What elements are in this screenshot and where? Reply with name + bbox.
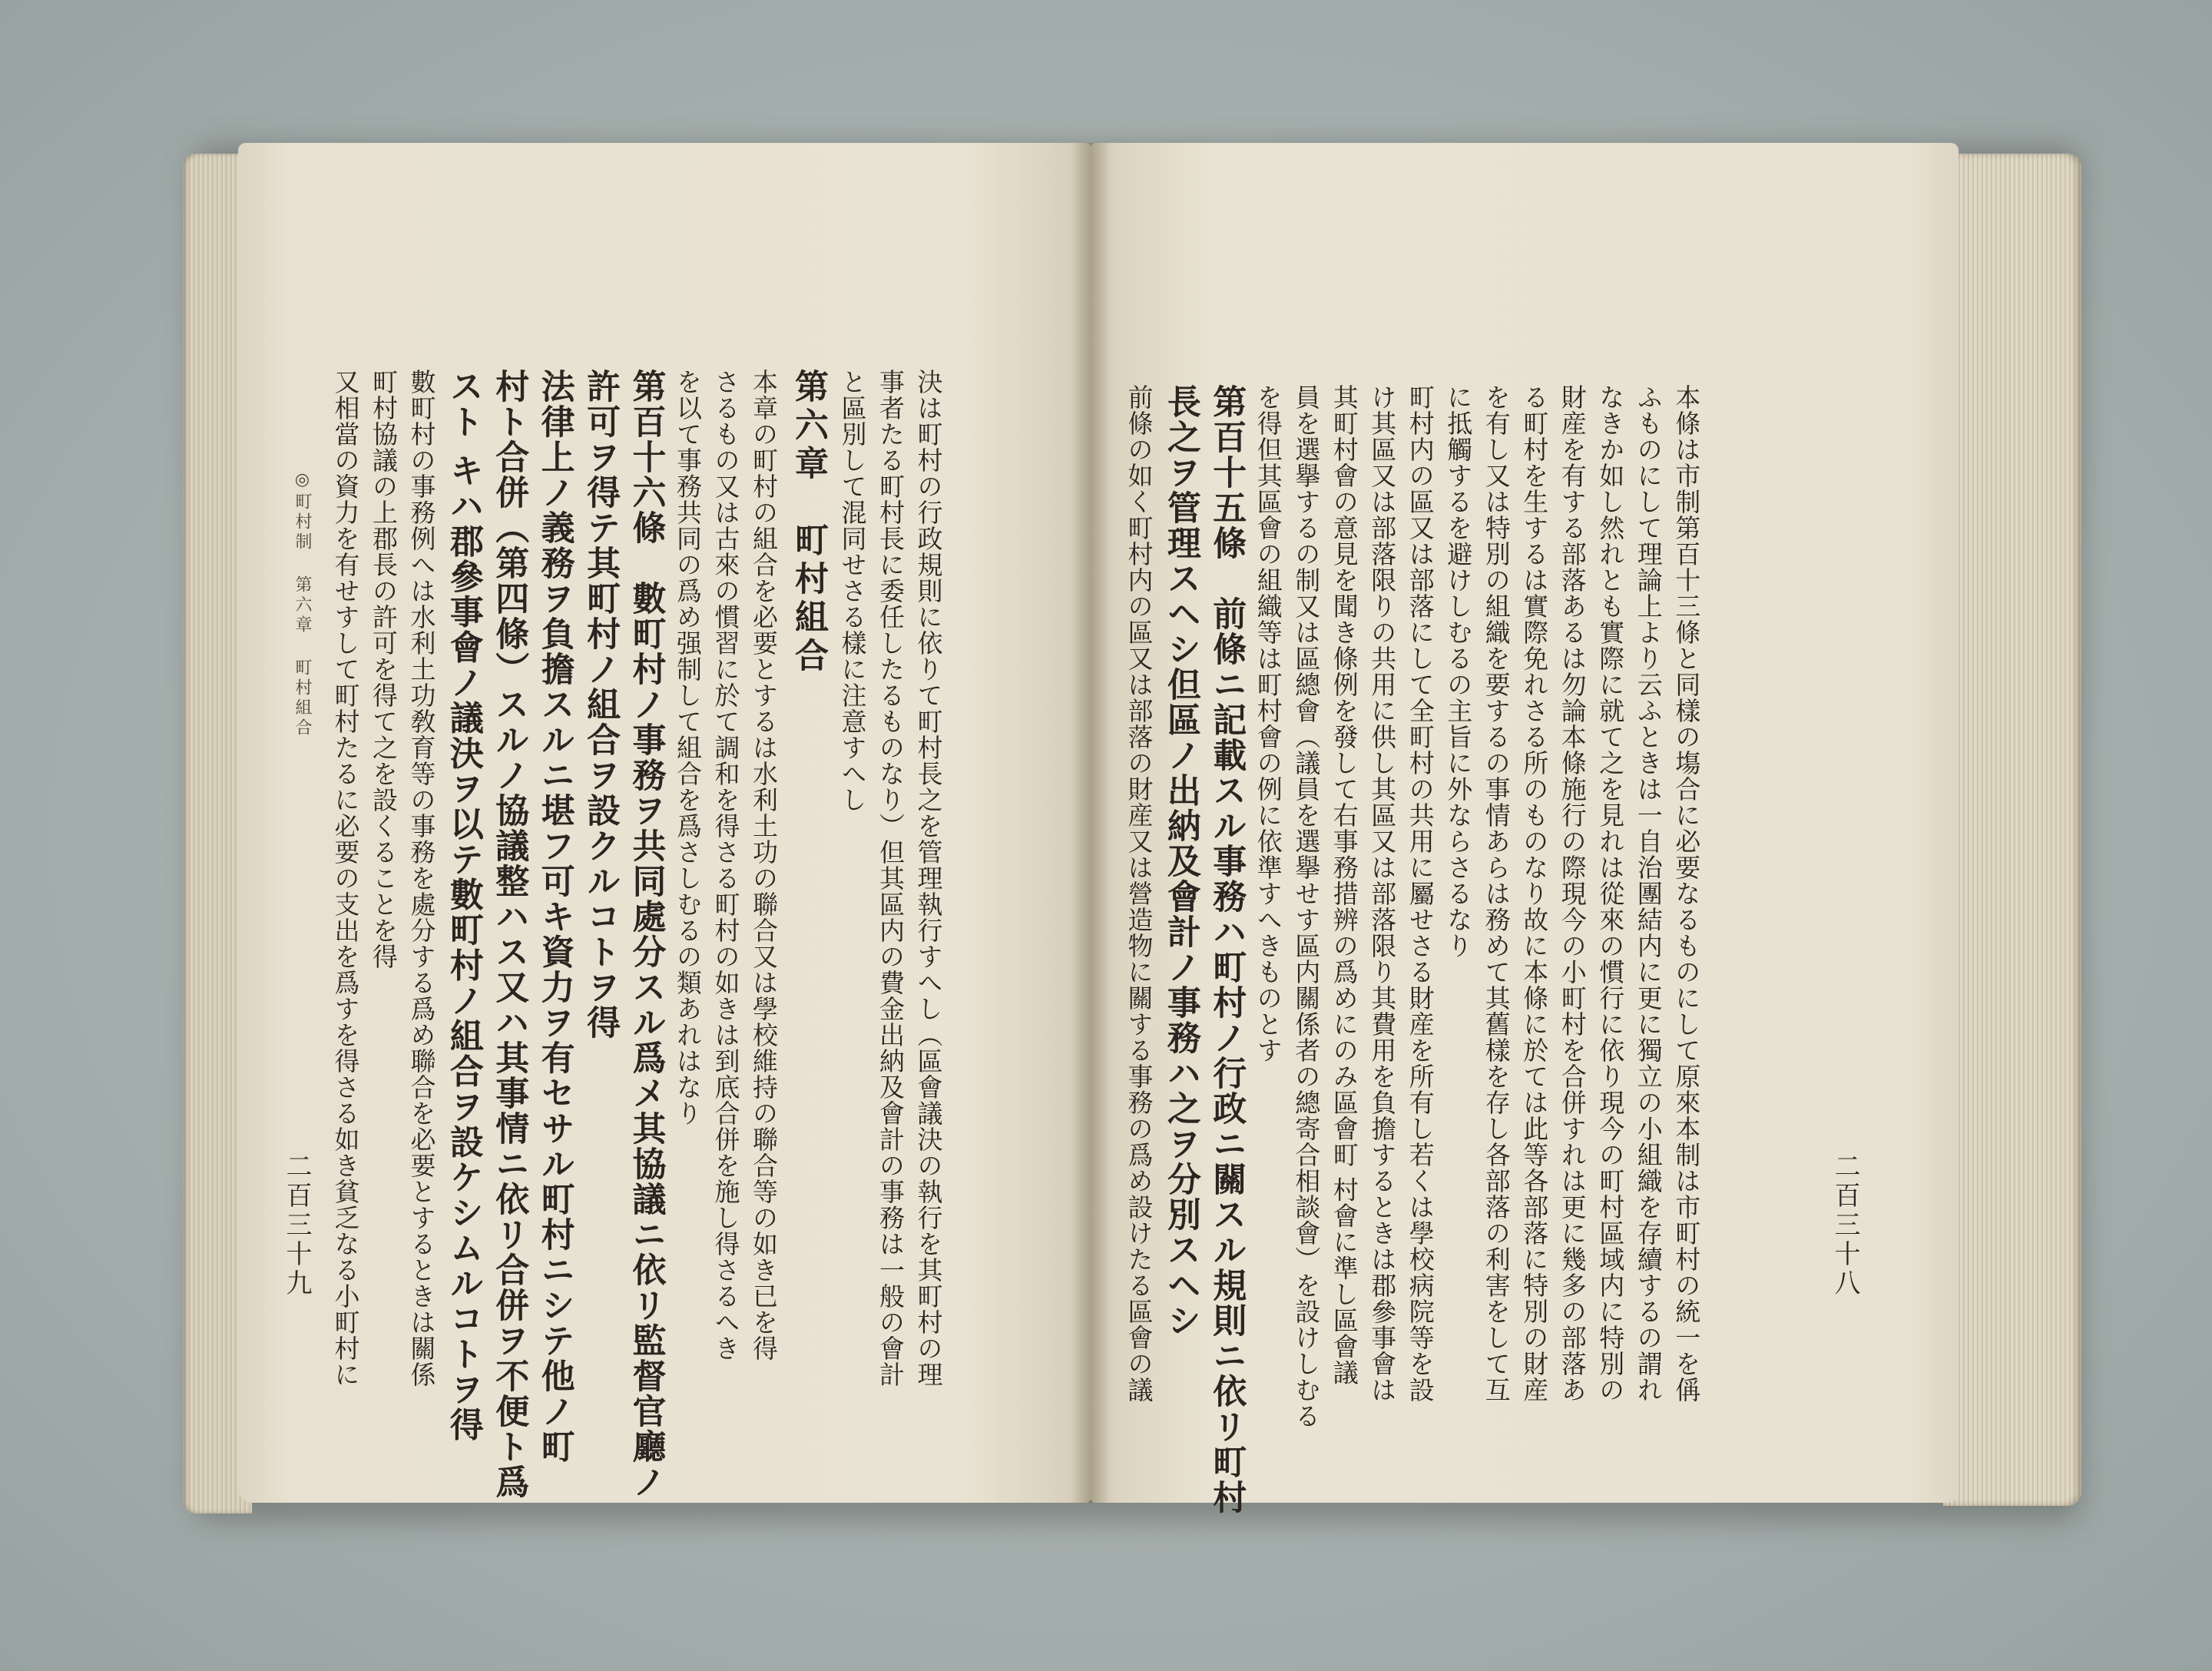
- text-column: を有し又は特別の組織を要するの事情あらは務めて其舊樣を存し各部落の利害をして互: [1481, 384, 1512, 1403]
- text-column: 數町村の事務例へは水利土功敎育等の事務を處分する爲め聯合を必要とするときは關係: [406, 369, 437, 1388]
- text-column: 員を選擧するの制又は區總會（議員を選擧せす區内關係者の總寄合相談會）を設けしむる: [1291, 384, 1322, 1429]
- text-column: さるもの又は古來の慣習に於て調和を得さる町村の如きは到底合併を施し得さるへき: [710, 369, 741, 1361]
- article-heading: 第百十六條 數町村ノ事務ヲ共同處分スル爲メ其協議ニ依リ監督官廳ノ: [626, 369, 666, 1500]
- text-column: け其區又は部落限りの共用に供し其區又は部落限り其費用を負擔するときは郡參事會は: [1367, 384, 1398, 1403]
- running-head: [290, 470, 314, 738]
- text-column: 又相當の資力を有せすして町村たるに必要の支出を爲すを得さる如き貧乏なる小町村に: [330, 369, 361, 1388]
- text-column: 財産を有する部落あるは勿論本條施行の際現今の小町村を合併すれは更に幾多の部落あ: [1557, 384, 1588, 1403]
- left-text-block: [326, 369, 947, 1500]
- text-column: 町村協議の上郡長の許可を得て之を設くることを得: [369, 369, 399, 970]
- text-column: なきか如し然れとも實際に就て之を見れは從來の慣行に依り現今の町村區域内に特別の: [1595, 384, 1626, 1403]
- chapter-title: 第六章 町村組合: [788, 369, 828, 676]
- book-gutter: [1071, 143, 1110, 1503]
- article-text: スト キハ郡參事會ノ議決ヲ以テ數町村ノ組合ヲ設ケシムルコトヲ得: [443, 369, 483, 1443]
- right-page-number: 二百三十八: [1830, 1152, 1860, 1298]
- text-column: を得但其區會の組織等は町村會の例に依準すへきものとす: [1253, 384, 1283, 1063]
- text-column: 本章の町村の組合を必要とするは水利土功の聯合又は學校維持の聯合等の如き已を得: [748, 369, 779, 1361]
- article-text: 村ト合併（第四條）スルノ協議整ハス又ハ其事情ニ依リ合併ヲ不便ト爲: [489, 369, 529, 1500]
- text-column: を以て事務共同の爲め强制して組合を爲さしむるの類あれはなり: [672, 369, 703, 1126]
- article-text: 許可ヲ得テ其町村ノ組合ヲ設クルコトヲ得: [581, 369, 621, 1040]
- running-head-chapter: 第六章: [293, 575, 312, 635]
- running-head-section: 町村組合: [293, 658, 312, 738]
- text-column: と區別して混同せさる樣に注意すへし: [837, 369, 868, 813]
- text-column: に抵觸するを避けしむるの主旨に外ならさるなり: [1443, 384, 1474, 959]
- text-column: 決は町村の行政規則に依りて町村長之を管理執行すへし（區會議決の執行を其町村の理: [913, 369, 944, 1388]
- text-column: ふものにして理論上より云ふときは一自治團結内に更に獨立の小組織を存續するの謂れ: [1633, 384, 1664, 1403]
- article-text: 法律上ノ義務ヲ負擔スルニ堪フ可キ資力ヲ有セサル町村ニシテ他ノ町: [535, 369, 575, 1464]
- page-edges-right: [1943, 154, 2081, 1506]
- text-column: る町村を生するは實際免れさる所のものなり故に本條に於ては此等各部落に特別の財産: [1519, 384, 1550, 1403]
- left-page-number: 二百三十九: [281, 1152, 312, 1298]
- article-heading: 第百十五條 前條ニ記載スル事務ハ町村ノ行政ニ關スル規則ニ依リ町村: [1207, 384, 1247, 1515]
- text-column: 其町村會の意見を聞き條例を發して右事務措辨の爲めにのみ區會町 村會に準し區會議: [1329, 384, 1359, 1386]
- text-column: 前條の如く町村内の區又は部落の財産又は營造物に關する事務の爲め設けたる區會の議: [1124, 384, 1154, 1403]
- text-column: 事者たる町村長に委任したるものなり）但其區内の費金出納及會計の事務は一般の會計: [875, 369, 906, 1388]
- running-head-title: ◎町村制: [293, 470, 312, 552]
- right-text-block: [1120, 384, 1705, 1515]
- text-column: 本條は市制第百十三條と同樣の塲合に必要なるものにして原來本制は市町村の統一を偁: [1671, 384, 1702, 1403]
- article-text: 長之ヲ管理スヘシ但區ノ出納及會計ノ事務ハ之ヲ分別スヘシ: [1161, 384, 1200, 1338]
- text-column: 町村内の區又は部落にして全町村の共用に屬せさる財産を所有し若くは學校病院等を設: [1405, 384, 1435, 1403]
